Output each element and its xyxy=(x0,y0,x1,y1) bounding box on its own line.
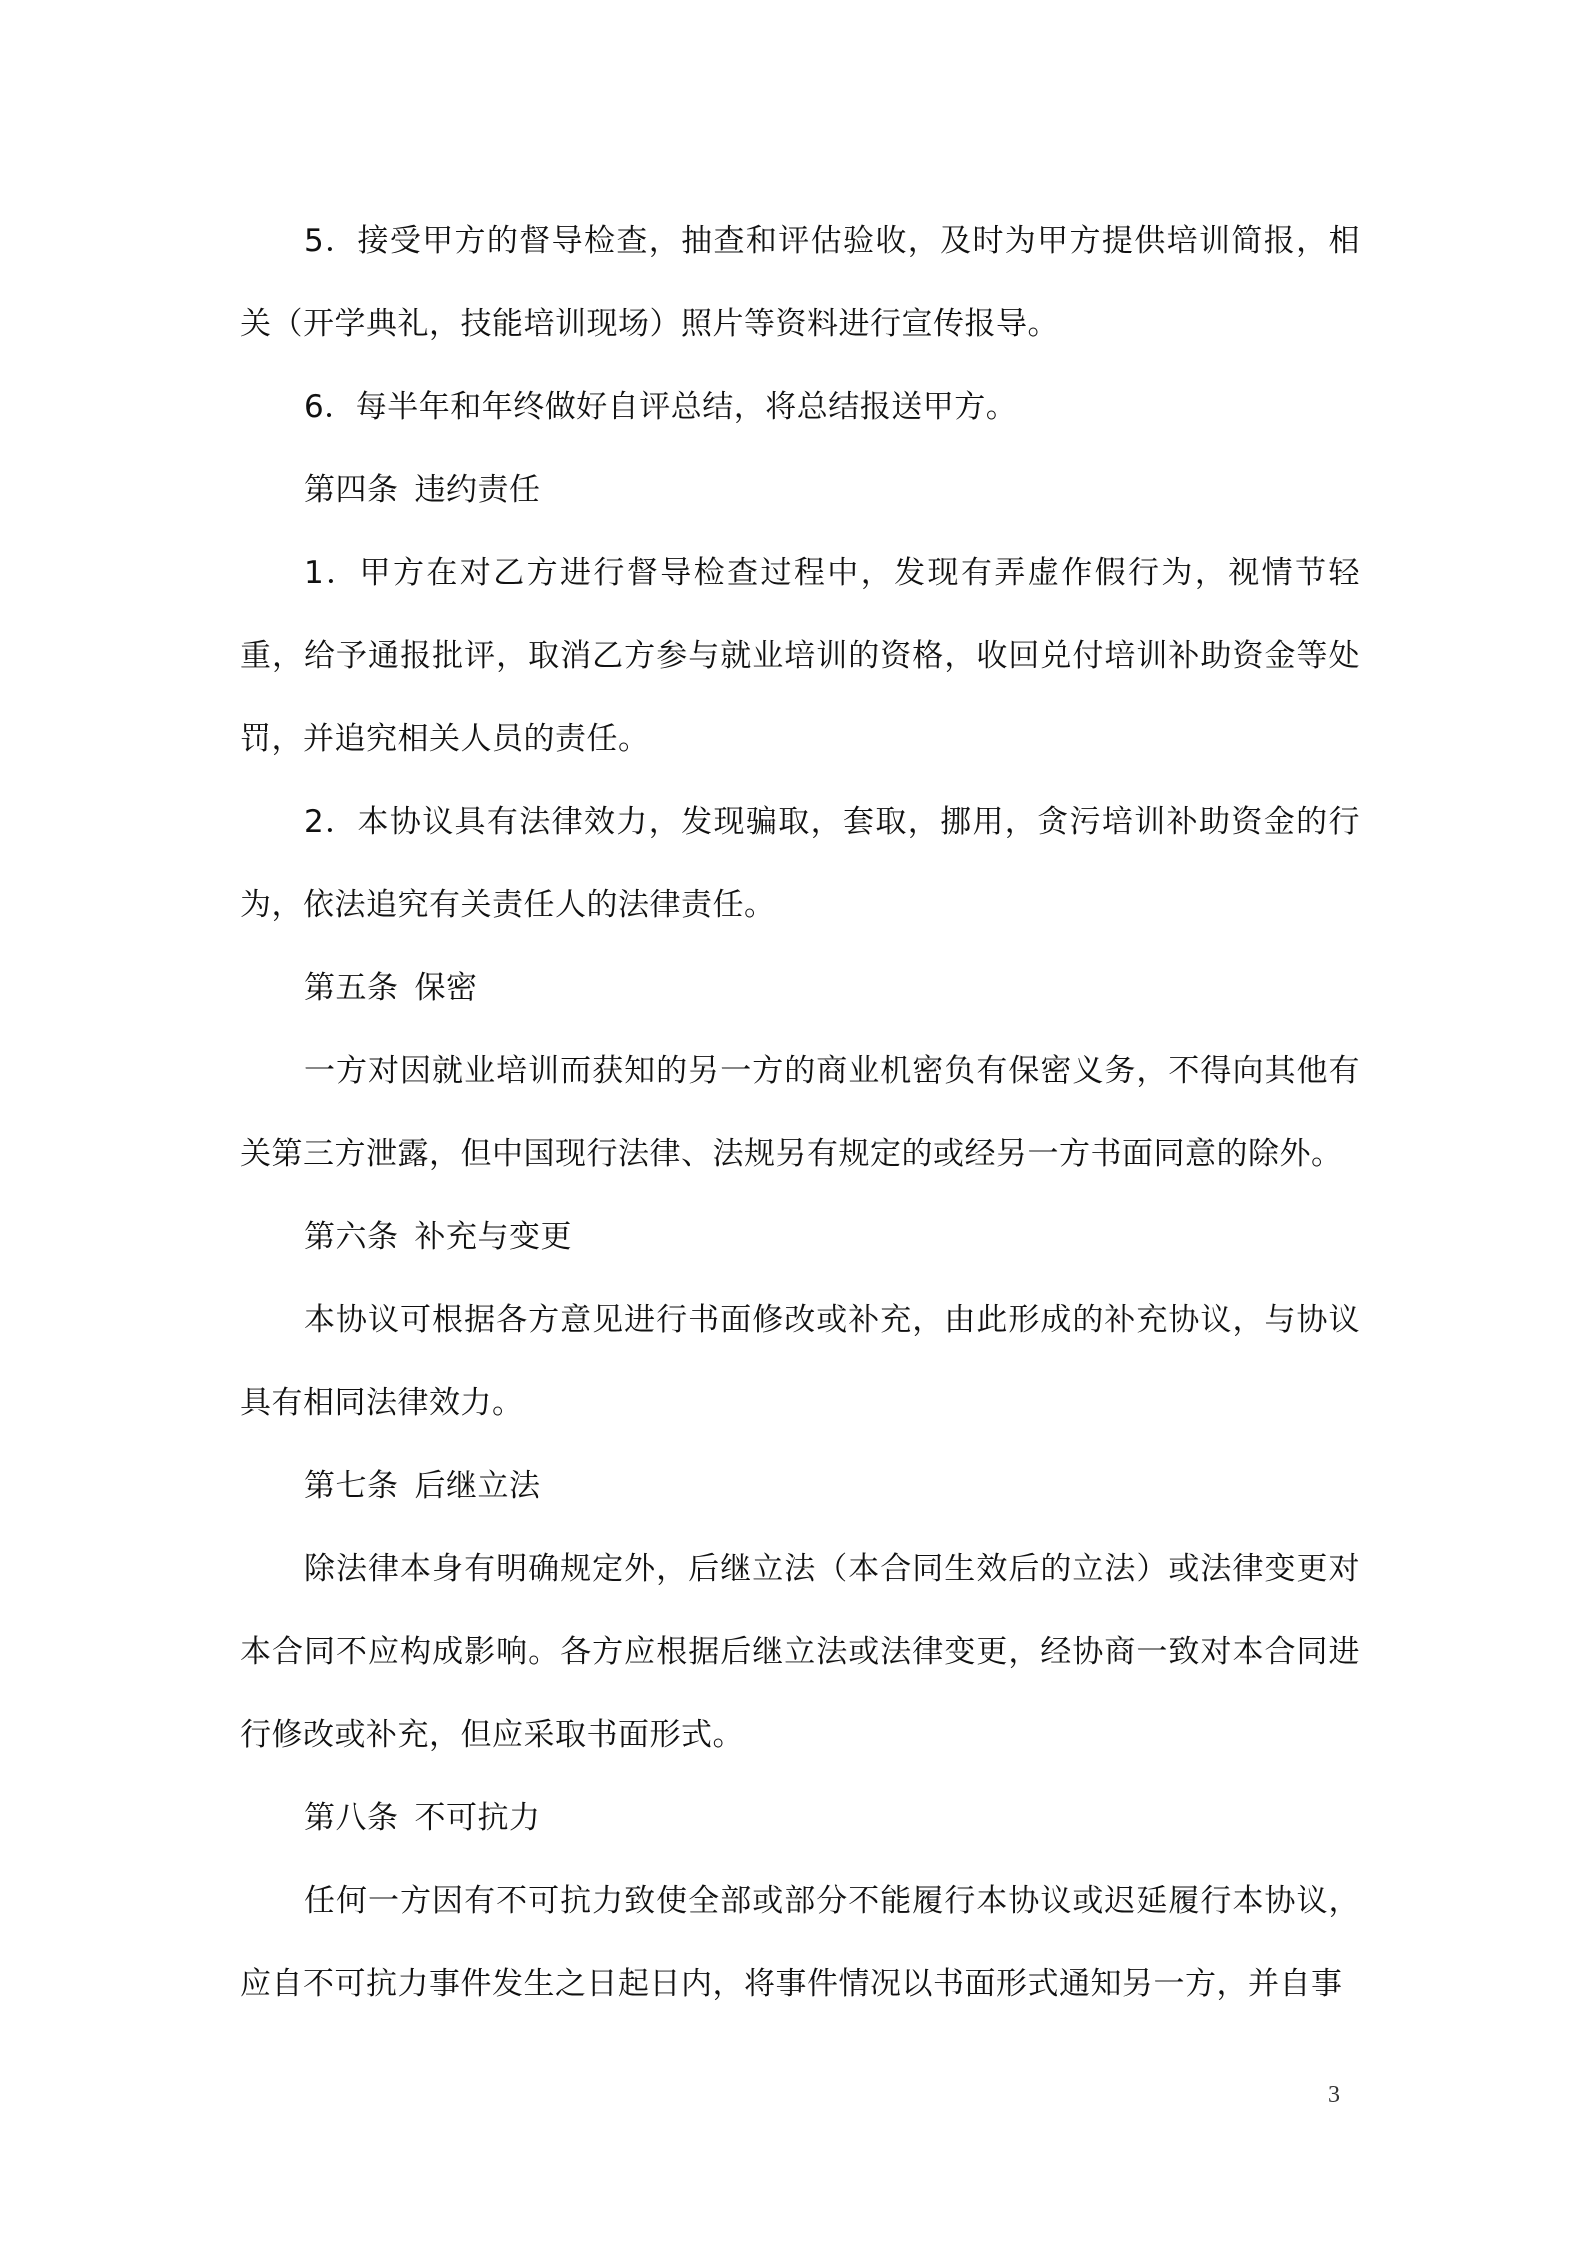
article-heading xyxy=(240,947,1360,1030)
document-body xyxy=(240,200,1360,2026)
article-title: 违约责任 xyxy=(414,472,541,508)
article-number: 第八条 xyxy=(304,1800,399,1836)
article-title: 保密 xyxy=(414,970,478,1006)
article-title: 后继立法 xyxy=(414,1468,541,1504)
article-number: 第六条 xyxy=(304,1219,399,1255)
article-title: 不可抗力 xyxy=(414,1800,541,1836)
paragraph: 2．本协议具有法律效力，发现骗取，套取，挪用，贪污培训补助资金的行为，依法追究有关责任人的法律责任。 xyxy=(240,804,1360,923)
article-heading xyxy=(240,1196,1360,1279)
article-heading xyxy=(240,1777,1360,1860)
paragraph: 5．接受甲方的督导检查，抽查和评估验收，及时为甲方提供培训简报，相关（开学典礼，技能培训现场）照片等资料进行宣传报导。 xyxy=(240,223,1360,342)
paragraph: 6．每半年和年终做好自评总结，将总结报送甲方。 xyxy=(304,389,1018,425)
paragraph: 除法律本身有明确规定外，后继立法（本合同生效后的立法）或法律变更对本合同不应构成影响。各方应根据后继立法或法律变更，经协商一致对本合同进行修改或补充，但应采取书面形式。 xyxy=(240,1551,1360,1753)
paragraph: 1．甲方在对乙方进行督导检查过程中，发现有弄虚作假行为，视情节轻重，给予通报批评，取消乙方参与就业培训的资格，收回兑付培训补助资金等处罚，并追究相关人员的责任。 xyxy=(240,555,1360,757)
article-number: 第七条 xyxy=(304,1468,399,1504)
paragraph: 一方对因就业培训而获知的另一方的商业机密负有保密义务，不得向其他有关第三方泄露，但中国现行法律、法规另有规定的或经另一方书面同意的除外。 xyxy=(240,1053,1360,1172)
article-heading xyxy=(240,449,1360,532)
article-heading xyxy=(240,1445,1360,1528)
paragraph: 任何一方因有不可抗力致使全部或部分不能履行本协议或迟延履行本协议，应自不可抗力事件发生之日起日内，将事件情况以书面形式通知另一方，并自事 xyxy=(240,1883,1360,2002)
page-number: 3 xyxy=(1328,2082,1340,2108)
article-number: 第四条 xyxy=(304,472,399,508)
paragraph: 本协议可根据各方意见进行书面修改或补充，由此形成的补充协议，与协议具有相同法律效力。 xyxy=(240,1302,1360,1421)
article-title: 补充与变更 xyxy=(414,1219,572,1255)
article-number: 第五条 xyxy=(304,970,399,1006)
